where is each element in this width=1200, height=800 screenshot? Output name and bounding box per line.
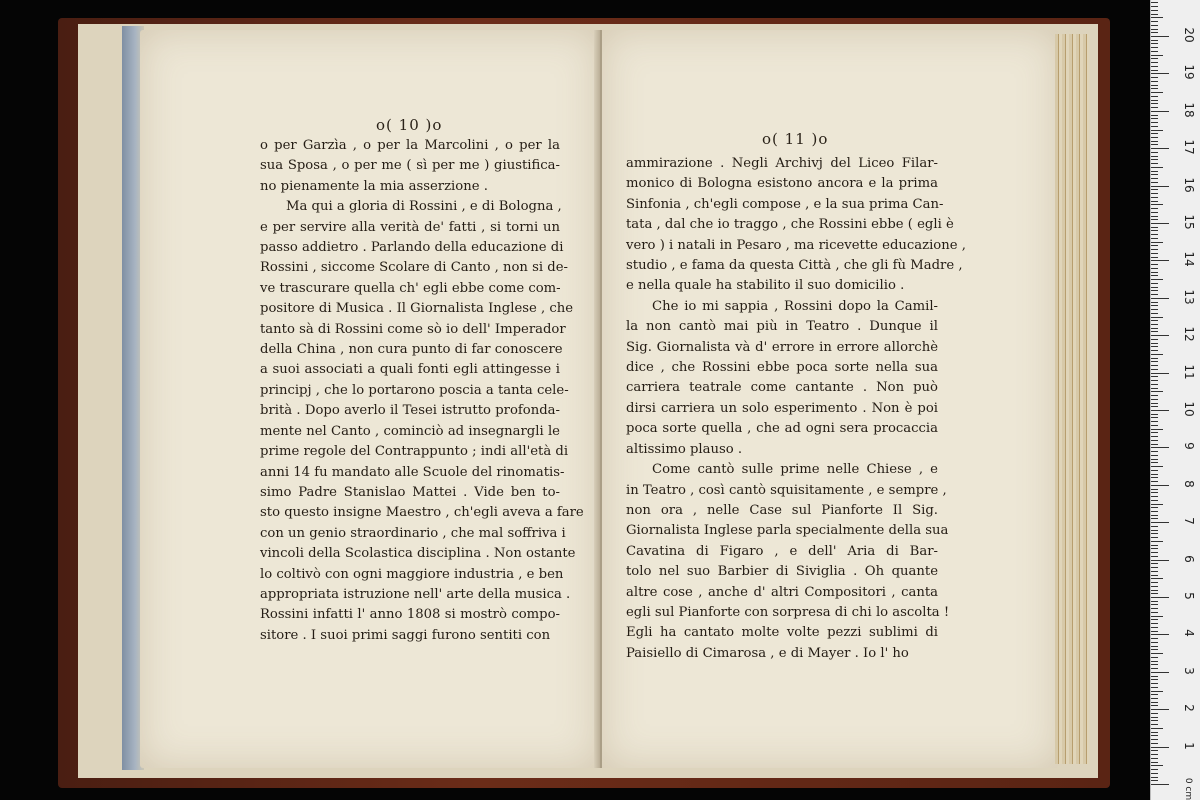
ruler-tick <box>1151 518 1158 519</box>
ruler-tick <box>1151 500 1158 501</box>
text-line: dice , che Rossini ebbe poca sorte nella sua <box>626 360 938 376</box>
ruler-tick <box>1151 765 1163 766</box>
ruler-tick <box>1151 567 1158 568</box>
ruler-tick <box>1151 477 1158 478</box>
text-line: la non cantò mai più in Teatro . Dunque il <box>626 319 938 335</box>
ruler-tick <box>1151 399 1158 400</box>
ruler-tick <box>1151 339 1158 340</box>
ruler-tick <box>1151 504 1163 505</box>
ruler-tick <box>1151 649 1158 650</box>
ruler-tick <box>1151 275 1158 276</box>
ruler-tick <box>1151 122 1158 123</box>
ruler-tick <box>1151 425 1158 426</box>
ruler-tick <box>1151 691 1163 692</box>
text-line: carriera teatrale come cantante . Non può <box>626 380 938 396</box>
ruler-tick <box>1151 773 1158 774</box>
ruler-tick <box>1151 489 1158 490</box>
text-line: altre cose , anche d' altri Compositori , canta <box>626 584 938 600</box>
ruler-tick <box>1151 410 1169 411</box>
ruler-tick <box>1151 586 1158 587</box>
ruler-tick <box>1151 130 1163 131</box>
ruler-tick <box>1151 522 1169 523</box>
ruler-tick <box>1151 560 1169 561</box>
ruler-tick <box>1151 582 1158 583</box>
ruler-tick <box>1151 709 1169 710</box>
right-page-text <box>626 154 966 664</box>
ruler-tick <box>1151 245 1158 246</box>
ruler-label: 6 <box>1182 554 1196 563</box>
ruler-tick <box>1151 73 1169 74</box>
ruler-tick <box>1151 515 1158 516</box>
text-line: Giornalista Inglese parla specialmente della sua <box>626 523 949 539</box>
ruler-tick <box>1151 784 1169 785</box>
ruler-tick <box>1151 309 1158 310</box>
ruler-tick <box>1151 81 1158 82</box>
ruler-tick <box>1151 590 1158 591</box>
ruler-tick <box>1151 384 1158 385</box>
ruler-tick <box>1151 55 1163 56</box>
ruler-tick <box>1151 754 1158 755</box>
text-line: passo addietro . Parlando della educazione di <box>260 240 564 256</box>
ruler-tick <box>1151 88 1158 89</box>
ruler-tick <box>1151 395 1158 396</box>
ruler-tick <box>1151 40 1158 41</box>
ruler-tick <box>1151 47 1158 48</box>
ruler-tick <box>1151 201 1158 202</box>
ruler-label: 14 <box>1182 251 1196 268</box>
ruler-tick <box>1151 533 1158 534</box>
ruler-tick <box>1151 298 1169 299</box>
ruler-tick <box>1151 133 1158 134</box>
measuring-ruler <box>1150 0 1200 800</box>
ruler-tick <box>1151 354 1163 355</box>
ruler-tick <box>1151 444 1158 445</box>
ruler-label: 19 <box>1182 64 1196 81</box>
ruler-tick <box>1151 750 1158 751</box>
ruler-label: 8 <box>1182 479 1196 488</box>
ruler-tick <box>1151 627 1158 628</box>
ruler-tick <box>1151 747 1169 748</box>
ruler-tick <box>1151 492 1158 493</box>
ruler-tick <box>1151 683 1158 684</box>
text-line: Rossini infatti l' anno 1808 si mostrò compo- <box>260 607 560 623</box>
text-line: egli sul Pianforte con sorpresa di chi lo ascolta ! <box>626 604 950 620</box>
ruler-tick <box>1151 732 1158 733</box>
ruler-tick <box>1151 343 1158 344</box>
ruler-tick <box>1151 234 1158 235</box>
ruler-tick <box>1151 193 1158 194</box>
ruler-tick <box>1151 548 1158 549</box>
ruler-label: 20 <box>1182 27 1196 43</box>
ruler-label: 10 <box>1182 401 1196 417</box>
ruler-tick <box>1151 717 1158 718</box>
ruler-tick <box>1151 724 1158 725</box>
ruler-tick <box>1151 85 1158 86</box>
text-line: Cavatina di Figaro , e dell' Aria di Bar- <box>626 543 938 559</box>
ruler-tick <box>1151 100 1158 101</box>
ruler-tick <box>1151 29 1158 30</box>
ruler-tick <box>1151 537 1158 538</box>
ruler-tick <box>1151 92 1163 93</box>
ruler-tick <box>1151 421 1158 422</box>
ruler-tick <box>1151 429 1163 430</box>
ruler-tick <box>1151 283 1158 284</box>
ruler-tick <box>1151 141 1158 142</box>
ruler-tick <box>1151 253 1158 254</box>
ruler-tick <box>1151 21 1158 22</box>
ruler-tick <box>1151 212 1158 213</box>
ruler-tick <box>1151 694 1158 695</box>
text-line: Come cantò sulle prime nelle Chiese , e <box>652 462 938 478</box>
text-line: appropriata istruzione nell' arte della musica . <box>260 586 571 602</box>
ruler-tick <box>1151 96 1158 97</box>
text-line: sitore . I suoi primi saggi furono sentiti con <box>260 627 551 643</box>
text-line: o per Garzìa , o per la Marcolini , o per la <box>260 138 560 153</box>
ruler-tick <box>1151 118 1158 119</box>
ruler-tick <box>1151 414 1158 415</box>
ruler-tick <box>1151 769 1158 770</box>
ruler-tick <box>1151 619 1158 620</box>
text-line: no pienamente la mia asserzione . <box>260 178 488 194</box>
ruler-tick <box>1151 208 1158 209</box>
ruler-tick <box>1151 66 1158 67</box>
ruler-tick <box>1151 43 1158 44</box>
ruler-tick <box>1151 238 1158 239</box>
ruler-label: 9 <box>1182 442 1196 451</box>
ruler-tick <box>1151 388 1158 389</box>
ruler-tick <box>1151 163 1158 164</box>
ruler-tick <box>1151 657 1158 658</box>
ruler-label: 18 <box>1182 102 1196 118</box>
text-line: Rossini , siccome Scolare di Canto , non si de- <box>260 260 568 276</box>
ruler-tick <box>1151 380 1158 381</box>
ruler-label: 2 <box>1182 704 1196 712</box>
ruler-tick <box>1151 279 1163 280</box>
text-line: tanto sà di Rossini come sò io dell' Imperador <box>260 321 566 337</box>
text-line: tata , dal che io traggo , che Rossini ebbe ( egli è <box>626 217 954 233</box>
ruler-tick <box>1151 485 1169 486</box>
text-line: in Teatro , così cantò squisitamente , e sempre , <box>626 482 947 498</box>
text-line: sua Sposa , o per me ( sì per me ) giustifica- <box>260 158 560 174</box>
ruler-tick <box>1151 317 1163 318</box>
ruler-tick <box>1151 743 1158 744</box>
ruler-tick <box>1151 62 1158 63</box>
ruler-label: 11 <box>1182 363 1196 380</box>
text-line: tolo nel suo Barbier di Siviglia . Oh quante <box>626 564 938 580</box>
left-page <box>140 30 598 768</box>
ruler-tick <box>1151 144 1158 145</box>
ruler-tick <box>1151 126 1158 127</box>
text-line: Ma qui a gloria di Rossini , e di Bologna , <box>286 199 562 215</box>
text-line: ve trascurare quella ch' egli ebbe come com- <box>260 280 561 296</box>
text-line: Che io mi sappia , Rossini dopo la Camil- <box>652 298 938 314</box>
ruler-tick <box>1151 174 1158 175</box>
ruler-tick <box>1151 664 1158 665</box>
text-line: e per servire alla verità de' fatti , si torni un <box>260 219 560 235</box>
ruler-tick <box>1151 361 1158 362</box>
ruler-tick <box>1151 608 1158 609</box>
left-page-text <box>260 136 584 646</box>
ruler-tick <box>1151 331 1158 332</box>
ruler-tick <box>1151 597 1169 598</box>
ruler-tick <box>1151 631 1158 632</box>
ruler-tick <box>1151 17 1163 18</box>
ruler-tick <box>1151 335 1169 336</box>
ruler-tick <box>1151 447 1169 448</box>
ruler-tick <box>1151 526 1158 527</box>
ruler-tick <box>1151 623 1158 624</box>
text-line: sto questo insigne Maestro , ch'egli aveva a fare <box>260 505 584 521</box>
ruler-tick <box>1151 511 1158 512</box>
text-line: Egli ha cantato molte volte pezzi sublimi di <box>626 625 938 641</box>
text-line: dirsi carriera un solo esperimento . Non è poi <box>626 400 938 416</box>
ruler-tick <box>1151 6 1158 7</box>
ruler-tick <box>1151 324 1158 325</box>
ruler-tick <box>1151 305 1158 306</box>
text-line: mente nel Canto , cominciò ad insegnargli le <box>260 423 560 439</box>
ruler-tick <box>1151 350 1158 351</box>
ruler-tick <box>1151 242 1163 243</box>
ruler-tick <box>1151 403 1158 404</box>
ruler-tick <box>1151 601 1158 602</box>
ruler-tick <box>1151 10 1158 11</box>
ruler-tick <box>1151 107 1158 108</box>
text-line: principj , che lo portarono poscia a tanta cele- <box>260 382 569 398</box>
ruler-tick <box>1151 294 1158 295</box>
ruler-tick <box>1151 264 1158 265</box>
ruler-label: 7 <box>1182 517 1196 525</box>
ruler-tick <box>1151 604 1158 605</box>
text-line: con un genio straordinario , che mal soffriva i <box>260 525 566 541</box>
ruler-tick <box>1151 713 1158 714</box>
ruler-label: 12 <box>1182 326 1196 342</box>
ruler-tick <box>1151 272 1158 273</box>
ruler-tick <box>1151 376 1158 377</box>
ruler-tick <box>1151 552 1158 553</box>
ruler-tick <box>1151 115 1158 116</box>
text-line: altissimo plauso . <box>626 441 743 457</box>
ruler-tick <box>1151 58 1158 59</box>
ruler-tick <box>1151 159 1158 160</box>
ruler-tick <box>1151 638 1158 639</box>
ruler-tick <box>1151 111 1169 112</box>
ruler-label: 17 <box>1182 139 1196 155</box>
ruler-tick <box>1151 687 1158 688</box>
ruler-tick <box>1151 705 1158 706</box>
text-line: Paisiello di Cimarosa , e di Mayer . Io l' ho <box>626 645 909 661</box>
ruler-tick <box>1151 406 1158 407</box>
ruler-tick <box>1151 14 1158 15</box>
ruler-tick <box>1151 571 1158 572</box>
ruler-tick <box>1151 369 1158 370</box>
ruler-tick <box>1151 679 1158 680</box>
ruler-tick <box>1151 186 1169 187</box>
ruler-tick <box>1151 440 1158 441</box>
ruler-tick <box>1151 578 1163 579</box>
ruler-label: 4 <box>1182 629 1196 638</box>
ruler-tick <box>1151 167 1163 168</box>
ruler-tick <box>1151 152 1158 153</box>
page-edges <box>1055 34 1089 764</box>
left-page-number: o( 10 )o <box>376 116 443 134</box>
ruler-tick <box>1151 156 1158 157</box>
ruler-label: 16 <box>1182 176 1196 193</box>
ruler-tick <box>1151 642 1158 643</box>
text-line: poca sorte quella , che ad ogni sera procaccia <box>626 421 938 437</box>
ruler-tick <box>1151 545 1158 546</box>
ruler-tick <box>1151 249 1158 250</box>
text-line: studio , e fama da questa Città , che gli fù Madre , <box>626 258 963 274</box>
ruler-tick <box>1151 668 1158 669</box>
ruler-tick <box>1151 676 1158 677</box>
ruler-tick <box>1151 616 1163 617</box>
text-line: Sinfonia , ch'egli compose , e la sua prima Can- <box>626 196 944 212</box>
text-line: anni 14 fu mandato alle Scuole del rinomatis- <box>260 464 565 480</box>
ruler-tick <box>1151 563 1158 564</box>
ruler-tick <box>1151 575 1158 576</box>
text-line: prime regole del Contrappunto ; indi all'età di <box>260 444 569 460</box>
text-line: della China , non cura punto di far conoscere <box>260 342 563 358</box>
ruler-tick <box>1151 227 1158 228</box>
ruler-tick <box>1151 720 1158 721</box>
ruler-tick <box>1151 137 1158 138</box>
ruler-tick <box>1151 346 1158 347</box>
ruler-tick <box>1151 612 1158 613</box>
ruler-tick <box>1151 451 1158 452</box>
ruler-tick <box>1151 70 1158 71</box>
ruler-tick <box>1151 103 1158 104</box>
ruler-tick <box>1151 257 1158 258</box>
ruler-tick <box>1151 25 1158 26</box>
ruler-tick <box>1151 417 1158 418</box>
ruler-tick <box>1151 728 1163 729</box>
ruler-tick <box>1151 780 1158 781</box>
ruler-tick <box>1151 148 1169 149</box>
ruler-tick <box>1151 507 1158 508</box>
ruler-tick <box>1151 474 1158 475</box>
ruler-tick <box>1151 530 1158 531</box>
text-line: vero ) i natali in Pesaro , ma ricevette educazione , <box>626 237 966 253</box>
ruler-tick <box>1151 373 1169 374</box>
ruler-tick <box>1151 223 1169 224</box>
text-line: a suoi associati a quali fonti egli attingesse i <box>260 362 560 378</box>
ruler-tick <box>1151 470 1158 471</box>
ruler-tick <box>1151 653 1163 654</box>
ruler-tick <box>1151 634 1169 635</box>
ruler-unit: 0 cm <box>1183 777 1194 800</box>
ruler-label: 5 <box>1182 592 1196 600</box>
ruler-tick <box>1151 320 1158 321</box>
ruler-tick <box>1151 171 1158 172</box>
ruler-tick <box>1151 287 1158 288</box>
text-line: vincoli della Scolastica disciplina . Non ostante <box>260 546 576 562</box>
ruler-tick <box>1151 432 1158 433</box>
ruler-tick <box>1151 230 1158 231</box>
ruler-tick <box>1151 313 1158 314</box>
ruler-tick <box>1151 328 1158 329</box>
ruler-tick <box>1151 260 1169 261</box>
ruler-tick <box>1151 556 1158 557</box>
ruler-tick <box>1151 455 1158 456</box>
ruler-tick <box>1151 702 1158 703</box>
ruler-tick <box>1151 762 1158 763</box>
text-line: simo Padre Stanislao Mattei . Vide ben to- <box>260 484 560 500</box>
ruler-tick <box>1151 646 1158 647</box>
ruler-tick <box>1151 735 1158 736</box>
text-line: positore di Musica . Il Giornalista Inglese , che <box>260 301 574 317</box>
ruler-tick <box>1151 189 1158 190</box>
ruler-tick <box>1151 2 1158 3</box>
ruler-tick <box>1151 32 1158 33</box>
ruler-tick <box>1151 466 1163 467</box>
ruler-tick <box>1151 593 1158 594</box>
ruler-tick <box>1151 302 1158 303</box>
ruler-tick <box>1151 365 1158 366</box>
ruler-tick <box>1151 178 1158 179</box>
ruler-tick <box>1151 758 1158 759</box>
ruler-tick <box>1151 481 1158 482</box>
ruler-tick <box>1151 496 1158 497</box>
ruler-tick <box>1151 204 1163 205</box>
ruler-tick <box>1151 661 1158 662</box>
text-line: brità . Dopo averlo il Tesei istrutto profonda- <box>260 403 560 419</box>
right-page <box>602 30 1058 768</box>
ruler-label: 1 <box>1182 741 1196 750</box>
text-line: lo coltivò con ogni maggiore industria , e ben <box>260 566 564 582</box>
ruler-tick <box>1151 77 1158 78</box>
ruler-tick <box>1151 459 1158 460</box>
text-line: Sig. Giornalista và d' errore in errore allorchè <box>626 339 938 355</box>
ruler-tick <box>1151 36 1169 37</box>
ruler-tick <box>1151 698 1158 699</box>
ruler-tick <box>1151 672 1169 673</box>
ruler-tick <box>1151 216 1158 217</box>
ruler-tick <box>1151 219 1158 220</box>
ruler-tick <box>1151 391 1163 392</box>
ruler-label: 3 <box>1182 666 1196 675</box>
ruler-tick <box>1151 358 1158 359</box>
ruler-tick <box>1151 462 1158 463</box>
ruler-tick <box>1151 436 1158 437</box>
ruler-tick <box>1151 197 1158 198</box>
ruler-tick <box>1151 268 1158 269</box>
ruler-tick <box>1151 182 1158 183</box>
text-line: e nella quale ha stabilito il suo domicilio . <box>626 278 905 294</box>
right-page-number: o( 11 )o <box>762 130 829 148</box>
ruler-tick <box>1151 541 1163 542</box>
ruler-tick <box>1151 290 1158 291</box>
ruler-label: 15 <box>1182 214 1196 230</box>
ruler-tick <box>1151 51 1158 52</box>
ruler-tick <box>1151 777 1158 778</box>
text-line: monico di Bologna esistono ancora e la prima <box>626 176 938 192</box>
text-line: non ora , nelle Case sul Pianforte Il Sig. <box>626 502 938 518</box>
ruler-label: 13 <box>1182 289 1196 305</box>
ruler-tick <box>1151 739 1158 740</box>
text-line: ammirazione . Negli Archivj del Liceo Filar- <box>626 156 938 171</box>
